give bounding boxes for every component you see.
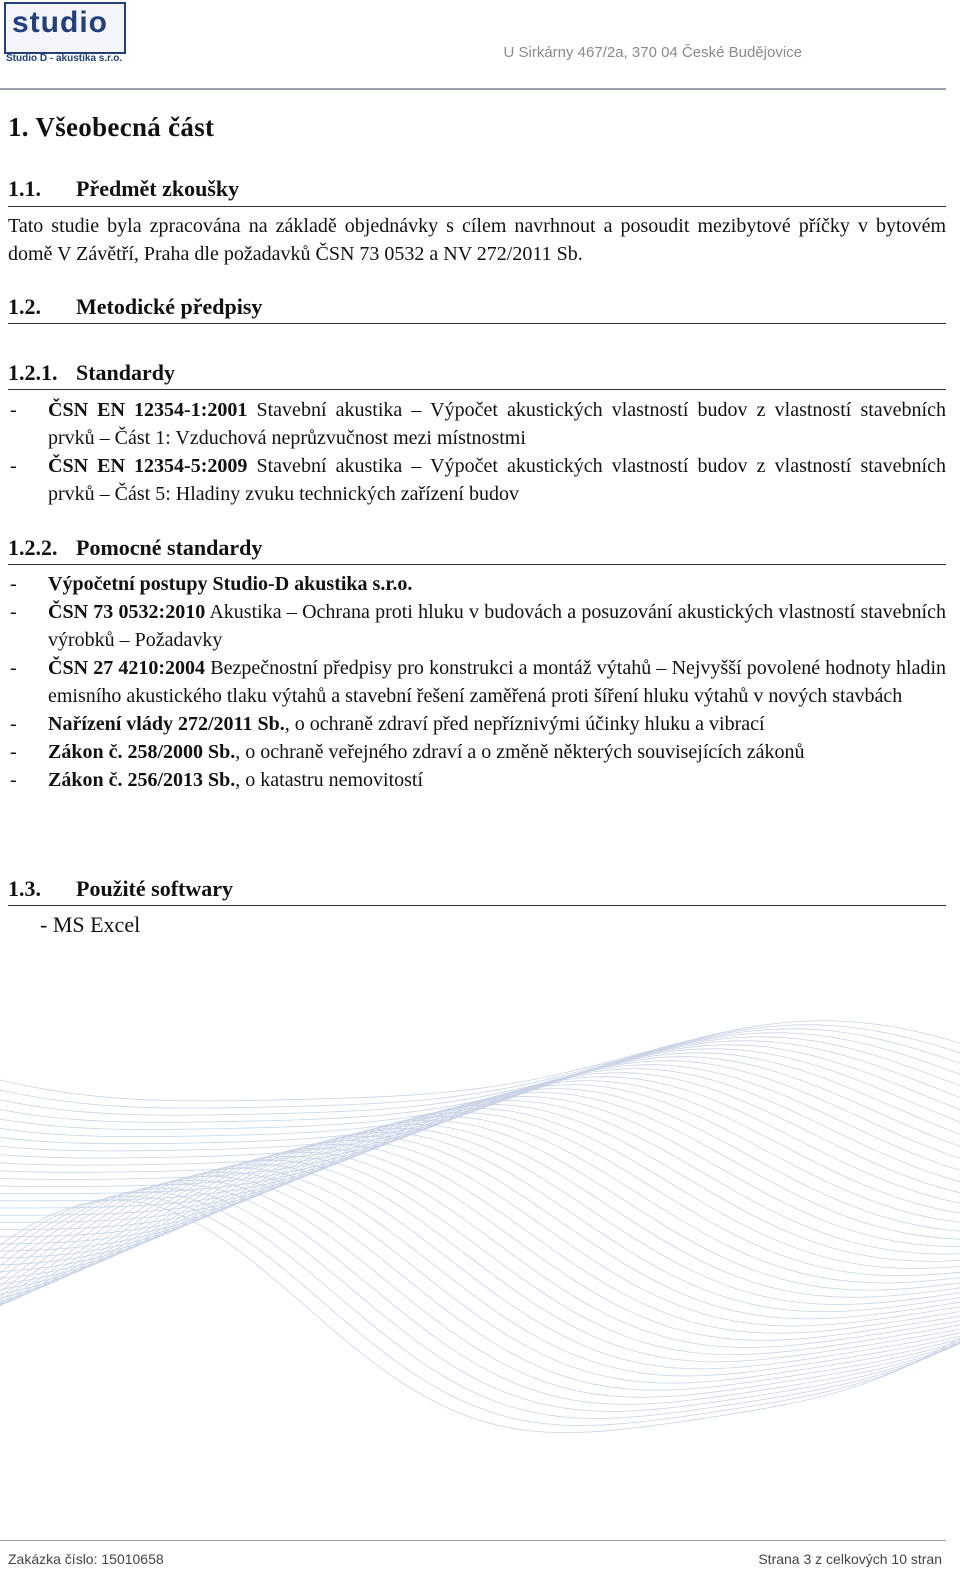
standard-code: Zákon č. 256/2013 Sb.: [48, 769, 236, 791]
standard-text: Stavební akustika – Výpočet akustických vlastností budov z vlastností stavebních prvků – Část 5: Hladiny zvuku technických zařízení budov: [48, 455, 946, 505]
heading-underline: [8, 206, 946, 207]
heading-title: Metodické předpisy: [76, 294, 263, 319]
heading-title: Pomocné standardy: [76, 535, 263, 560]
heading-title: Použité softwary: [76, 876, 234, 901]
logo-subtitle: Studio D - akustika s.r.o.: [6, 53, 123, 64]
heading-underline: [8, 389, 946, 390]
list-item: - ČSN 73 0532:2010 Akustika – Ochrana proti hluku v budovách a posuzování akustických vlastností stavebních výrobků – Požadavky: [10, 601, 946, 651]
wave-line: [0, 1073, 960, 1194]
header-divider: [0, 88, 946, 90]
wave-line: [0, 1140, 960, 1326]
company-logo: [4, 2, 124, 66]
wave-line: [0, 1200, 960, 1433]
list-item: - Zákon č. 256/2013 Sb., o katastru nemovitostí: [10, 769, 424, 791]
logo-box: [4, 2, 126, 54]
standard-code: Zákon č. 258/2000 Sb.: [48, 741, 236, 763]
paragraph-subject: Tato studie byla zpracována na základě objednávky s cílem navrhnout a posoudit mezibytové příčky v bytovém domě V Závětří, Praha dle požadavků ČSN 73 0532 a NV 272/2011 Sb.: [8, 215, 946, 265]
footer-page-info: Strana 3 z celkových 10 stran: [758, 1551, 942, 1567]
heading-number: 1.1.: [8, 176, 41, 201]
subsection-heading-1-1: [8, 176, 239, 202]
heading-underline: [8, 564, 946, 565]
standards-list: [8, 396, 946, 508]
header-address: U Sirkárny 467/2a, 370 04 České Budějovice: [503, 44, 802, 61]
wave-line: [0, 1164, 960, 1369]
standard-text: , o katastru nemovitostí: [235, 769, 424, 791]
heading-underline: [8, 323, 946, 324]
wave-line: [0, 1061, 960, 1173]
heading-title: Standardy: [76, 360, 176, 385]
section-heading: 1. Všeobecná část: [8, 112, 215, 142]
standard-text: Akustika – Ochrana proti hluku v budovách a posuzování akustických vlastností stavebních výrobků – Požadavky: [48, 601, 946, 651]
wave-line: [0, 1037, 960, 1130]
heading-number: 1.2.: [8, 294, 41, 319]
subsection-heading-1-2-1: [8, 360, 175, 386]
standard-code: ČSN EN 12354-1:2001: [48, 399, 248, 421]
subsection-heading-1-2-2: [8, 535, 262, 561]
wave-line: [0, 1168, 960, 1376]
wave-line: [0, 1128, 960, 1304]
heading-number: 1.2.2.: [8, 535, 58, 560]
list-item: - Nařízení vlády 272/2011 Sb., o ochraně zdraví před nepříznivými účinky hluku a vibrací: [10, 713, 765, 735]
standard-text: Stavební akustika – Výpočet akustických vlastností budov z vlastností stavebních prvků – Část 1: Vzduchová neprůzvučnost mezi místnostmi: [48, 399, 946, 449]
software-item: - MS Excel: [40, 912, 141, 937]
wave-line: [0, 1116, 960, 1283]
standard-code: ČSN 73 0532:2010: [48, 601, 206, 623]
logo-text: studio: [12, 6, 108, 39]
standard-code: ČSN 27 4210:2004: [48, 657, 206, 679]
wave-line: [0, 1180, 960, 1397]
wave-line: [0, 1192, 960, 1418]
heading-number: 1.3.: [8, 876, 41, 901]
wave-line: [0, 1105, 960, 1262]
wave-line: [0, 1021, 960, 1101]
standard-code: Nařízení vlády 272/2011 Sb.: [48, 713, 285, 735]
standard-text: , o ochraně zdraví před nepříznivými účinky hluku a vibrací: [284, 713, 765, 735]
list-item: - ČSN 27 4210:2004 Bezpečnostní předpisy pro konstrukci a montáž výtahů – Nejvyšší povolené hodnoty hladin emisního akustického tlaku výtahů a stavební řešení zaměřená proti šíření hluku výtahů v nových stavbách: [10, 657, 947, 707]
auxiliary-standards-list: [8, 570, 946, 794]
wave-line: [0, 1156, 960, 1354]
standard-text: Bezpečnostní předpisy pro konstrukci a montáž výtahů – Nejvyšší povolené hodnoty hladin emisního akustického tlaku výtahů a stavební řešení zaměřená proti šíření hluku výtahů v nových stavbách: [48, 657, 947, 707]
standard-code: Výpočetní postupy Studio-D akustika s.r.o.: [48, 573, 413, 595]
heading-title: Předmět zkoušky: [76, 176, 240, 201]
wave-line: [0, 1025, 960, 1108]
footer-order-number: Zakázka číslo: 15010658: [8, 1551, 164, 1567]
list-item: - ČSN EN 12354-5:2009 Stavební akustika – Výpočet akustických vlastností budov z vlastností stavebních prvků – Část 5: Hladiny zvuku technických zařízení budov: [10, 455, 946, 505]
wave-line: [0, 1069, 960, 1187]
standard-text: , o ochraně veřejného zdraví a o změně některých souvisejících zákonů: [235, 741, 805, 763]
decorative-waves: [0, 950, 960, 1550]
standard-code: ČSN EN 12354-5:2009: [48, 455, 248, 477]
subsection-heading-1-2: [8, 294, 262, 320]
heading-underline: [8, 905, 946, 906]
list-item: - Výpočetní postupy Studio-D akustika s.r.o.: [10, 573, 413, 595]
wave-line: [0, 1152, 960, 1347]
list-item: - Zákon č. 258/2000 Sb., o ochraně veřejného zdraví a o změně některých souvisejících zákonů: [10, 741, 805, 763]
footer-divider: [0, 1540, 946, 1541]
list-item: - ČSN EN 12354-1:2001 Stavební akustika – Výpočet akustických vlastností budov z vlastností stavebních prvků – Část 1: Vzduchová neprůzvučnost mezi místnostmi: [10, 399, 946, 449]
subsection-heading-1-3: [8, 876, 233, 902]
heading-number: 1.2.1.: [8, 360, 58, 385]
wave-line: [0, 1045, 960, 1144]
wave-line: [0, 1089, 960, 1232]
